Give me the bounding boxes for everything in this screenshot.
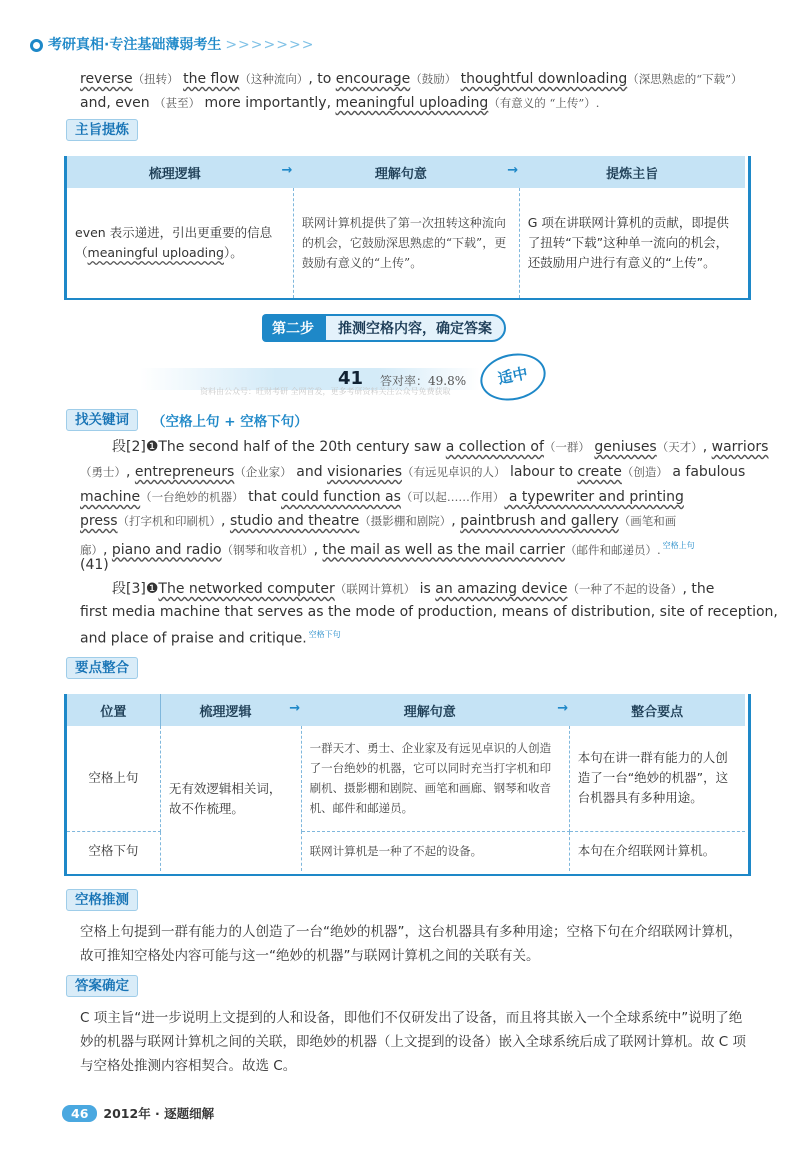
- summary-header-logic: 梳理逻辑 →: [67, 156, 293, 188]
- cn-gloss: （这种流向）: [239, 72, 309, 86]
- summary-meaning-cell: 联网计算机提供了第一次扭转这种流向的机会，它鼓励深思熟虑的“下载”，更鼓励有意义的“上传”。: [293, 188, 519, 298]
- text-run: geniuses: [594, 439, 657, 455]
- summary-table: [67, 156, 745, 298]
- text-run: create: [577, 464, 622, 480]
- summary-theme-cell: G 项在讲联网计算机的贡献，即提供了扭转“下载”这种单一流向的机会，还鼓励用户进行有意义的“上传”。: [527, 215, 729, 270]
- text-run: that: [243, 489, 282, 505]
- text-run: ,: [702, 439, 712, 455]
- text-run: a typewriter and printing: [504, 489, 684, 505]
- summary-logic-cell: even 表示递进，引出更重要的信息（meaningful uploading）。: [67, 188, 293, 298]
- meaning-cell: 联网计算机是一种了不起的设备。: [301, 831, 569, 871]
- text-run: labour to: [505, 464, 578, 480]
- text-run: ,: [451, 513, 461, 529]
- text-run: 段[3]❶: [112, 581, 159, 597]
- cn-gloss: （一种了不起的设备）: [567, 582, 683, 596]
- watermark-text: 资料由公众号：旺财考研 全网首发，更多考研资料关注公众号免费获取: [200, 387, 451, 396]
- search-icon: [30, 39, 43, 52]
- page-number: 46: [62, 1105, 97, 1122]
- cn-gloss: （邮件和邮递员）.: [565, 542, 661, 557]
- para3-line-3: and place of praise and critique. $^{空格下句}$: [80, 630, 341, 647]
- page-header: [30, 34, 314, 54]
- intro-line-2: [80, 92, 780, 115]
- para3-line-2: first media machine that serves as the mode of production, means of distribution, site of reception,: [80, 604, 778, 620]
- text-run: press: [80, 513, 118, 529]
- text-run: The networked computer: [158, 581, 335, 597]
- cn-gloss: （有意义的 “上传”）.: [488, 96, 600, 110]
- cn-gloss: （一台绝妙的机器）: [140, 490, 244, 504]
- position-cell: 空格下句: [67, 831, 160, 871]
- cn-gloss: （联网计算机）: [334, 582, 416, 596]
- cn-gloss: （深思熟虑的“下载”）: [627, 72, 743, 86]
- integration-header-point: 整合要点: [569, 694, 745, 726]
- text-run: ,: [103, 541, 112, 558]
- section-tag-keywords: 找关键词: [66, 408, 138, 428]
- keywords-condition: （空格上句 + 空格下句）: [152, 414, 308, 430]
- para2-line-1: [112, 436, 769, 459]
- position-cell: 空格上句: [67, 726, 160, 831]
- summary-header-meaning: 理解句意 →: [293, 156, 519, 188]
- cn-gloss: （企业家）: [234, 465, 292, 479]
- integration-header-position: 位置: [67, 694, 160, 726]
- text-run: meaningful uploading: [335, 95, 489, 111]
- text-run: ,: [221, 513, 230, 529]
- point-cell: 本句在介绍联网计算机。: [577, 843, 716, 859]
- cn-gloss: （甚至）: [154, 96, 201, 110]
- accuracy-rate: 答对率：49.8%: [380, 374, 467, 388]
- header-title: 考研真相·专注基础薄弱考生: [48, 37, 222, 53]
- cn-gloss: （扭转）: [132, 72, 179, 86]
- text-run: paintbrush and gallery: [460, 513, 619, 529]
- text-run: the flow: [183, 71, 240, 87]
- text-run: ,: [126, 464, 135, 480]
- cn-gloss: （打字机和印刷机）: [117, 514, 222, 528]
- cn-gloss: （勇士）: [80, 465, 126, 479]
- cn-gloss: 廊）: [80, 542, 103, 557]
- section-tag-inference: 空格推测: [66, 888, 138, 908]
- text-run: could function as: [281, 489, 401, 505]
- text-run: and: [291, 464, 328, 480]
- logic-cell: 无有效逻辑相关词，故不作梳理。: [160, 726, 301, 871]
- cn-gloss: （创造）: [621, 465, 668, 479]
- integration-table: [67, 694, 745, 871]
- difficulty-badge: 适中: [476, 348, 550, 407]
- text-run: the mail as well as the mail carrier: [322, 541, 566, 558]
- para3-line-1: [112, 578, 762, 601]
- blank-41: (41): [80, 557, 109, 573]
- integration-header-meaning: 理解句意 →: [301, 694, 569, 726]
- text-run: thoughtful downloading: [460, 71, 628, 87]
- para2-line-2: [80, 461, 770, 484]
- integration-header-logic: 梳理逻辑 →: [160, 694, 301, 726]
- cn-gloss: （可以起……作用）: [400, 490, 505, 504]
- summary-header-theme: 提炼主旨: [519, 156, 745, 188]
- text-run: machine: [80, 489, 141, 505]
- header-arrows: >>>>>>>: [225, 37, 315, 53]
- text-run: and, even: [80, 95, 155, 111]
- answer-text: C 项主旨“进一步说明上文提到的人和设备，即他们不仅研发出了设备，而且将其嵌入一个全球系统中”说明了绝妙的机器与联网计算机之间的关联，即绝妙的机器（上文提到的设备）嵌入全球系统后成了联网计算机。故 C 项与空格处推测内容相契合。故选 C。: [80, 1010, 747, 1074]
- cn-gloss: （画笔和画: [618, 514, 677, 528]
- para2-line-5: 廊）, piano and radio（钢琴和收音机）, the mail as well as the mail carrier（邮件和邮递员）. $^{空格上句}$: [80, 541, 695, 558]
- step-banner: 第二步 推测空格内容，确定答案: [262, 314, 506, 342]
- section-tag-summary: 主旨提炼: [66, 118, 138, 138]
- text-run: is: [415, 581, 436, 597]
- text-run: entrepreneurs: [134, 464, 235, 480]
- para2-line-4: [80, 510, 770, 533]
- text-run: a fabulous: [667, 464, 746, 480]
- text-run: studio and theatre: [229, 513, 360, 529]
- para2-line-3: [80, 486, 770, 509]
- cn-gloss: （鼓励）: [410, 72, 457, 86]
- page-footer: [62, 1104, 214, 1122]
- text-run: visionaries: [327, 464, 402, 480]
- text-run: reverse: [80, 71, 133, 87]
- inference-text: 空格上句提到一群有能力的人创造了一台“绝妙的机器”，这台机器具有多种用途；空格下句在介绍联网计算机，故可推知空格处内容可能与这一“绝妙的机器”与联网计算机之间的关联有关。: [80, 924, 742, 964]
- text-run: , the: [682, 581, 715, 597]
- text-run: an amazing device: [435, 581, 568, 597]
- text-run: a collection of: [445, 439, 544, 455]
- cn-gloss: （天才）: [656, 440, 703, 454]
- cn-gloss: （一群）: [543, 440, 590, 454]
- cn-gloss: （钢琴和收音机）: [221, 542, 314, 557]
- text-run: 段[2]❶The second half of the 20th century saw: [112, 439, 446, 455]
- text-run: encourage: [335, 71, 411, 87]
- text-run: piano and radio: [111, 541, 222, 558]
- section-tag-answer: 答案确定: [66, 974, 138, 994]
- meaning-cell: 一群天才、勇士、企业家及有远见卓识的人创造了一台绝妙的机器，它可以同时充当打字机和印刷机、摄影棚和剧院、画笔和画廊、钢琴和收音机、邮件和邮递员。: [301, 726, 569, 831]
- text-run: , to: [308, 71, 336, 87]
- table-row: [67, 726, 745, 831]
- point-cell: 本句在讲一群有能力的人创造了一台“绝妙的机器”，这台机器具有多种用途。: [569, 726, 745, 831]
- text-run: ,: [313, 541, 323, 558]
- question-number: 41: [338, 368, 364, 389]
- intro-line-1: [80, 68, 780, 91]
- section-tag-integration: 要点整合: [66, 656, 138, 676]
- text-run: warriors: [711, 439, 769, 455]
- footer-title: 2012年 · 逐题细解: [103, 1106, 215, 1121]
- text-run: more importantly,: [200, 95, 336, 111]
- cn-gloss: （摄影棚和剧院）: [359, 514, 452, 528]
- cn-gloss: （有远见卓识的人）: [402, 465, 506, 479]
